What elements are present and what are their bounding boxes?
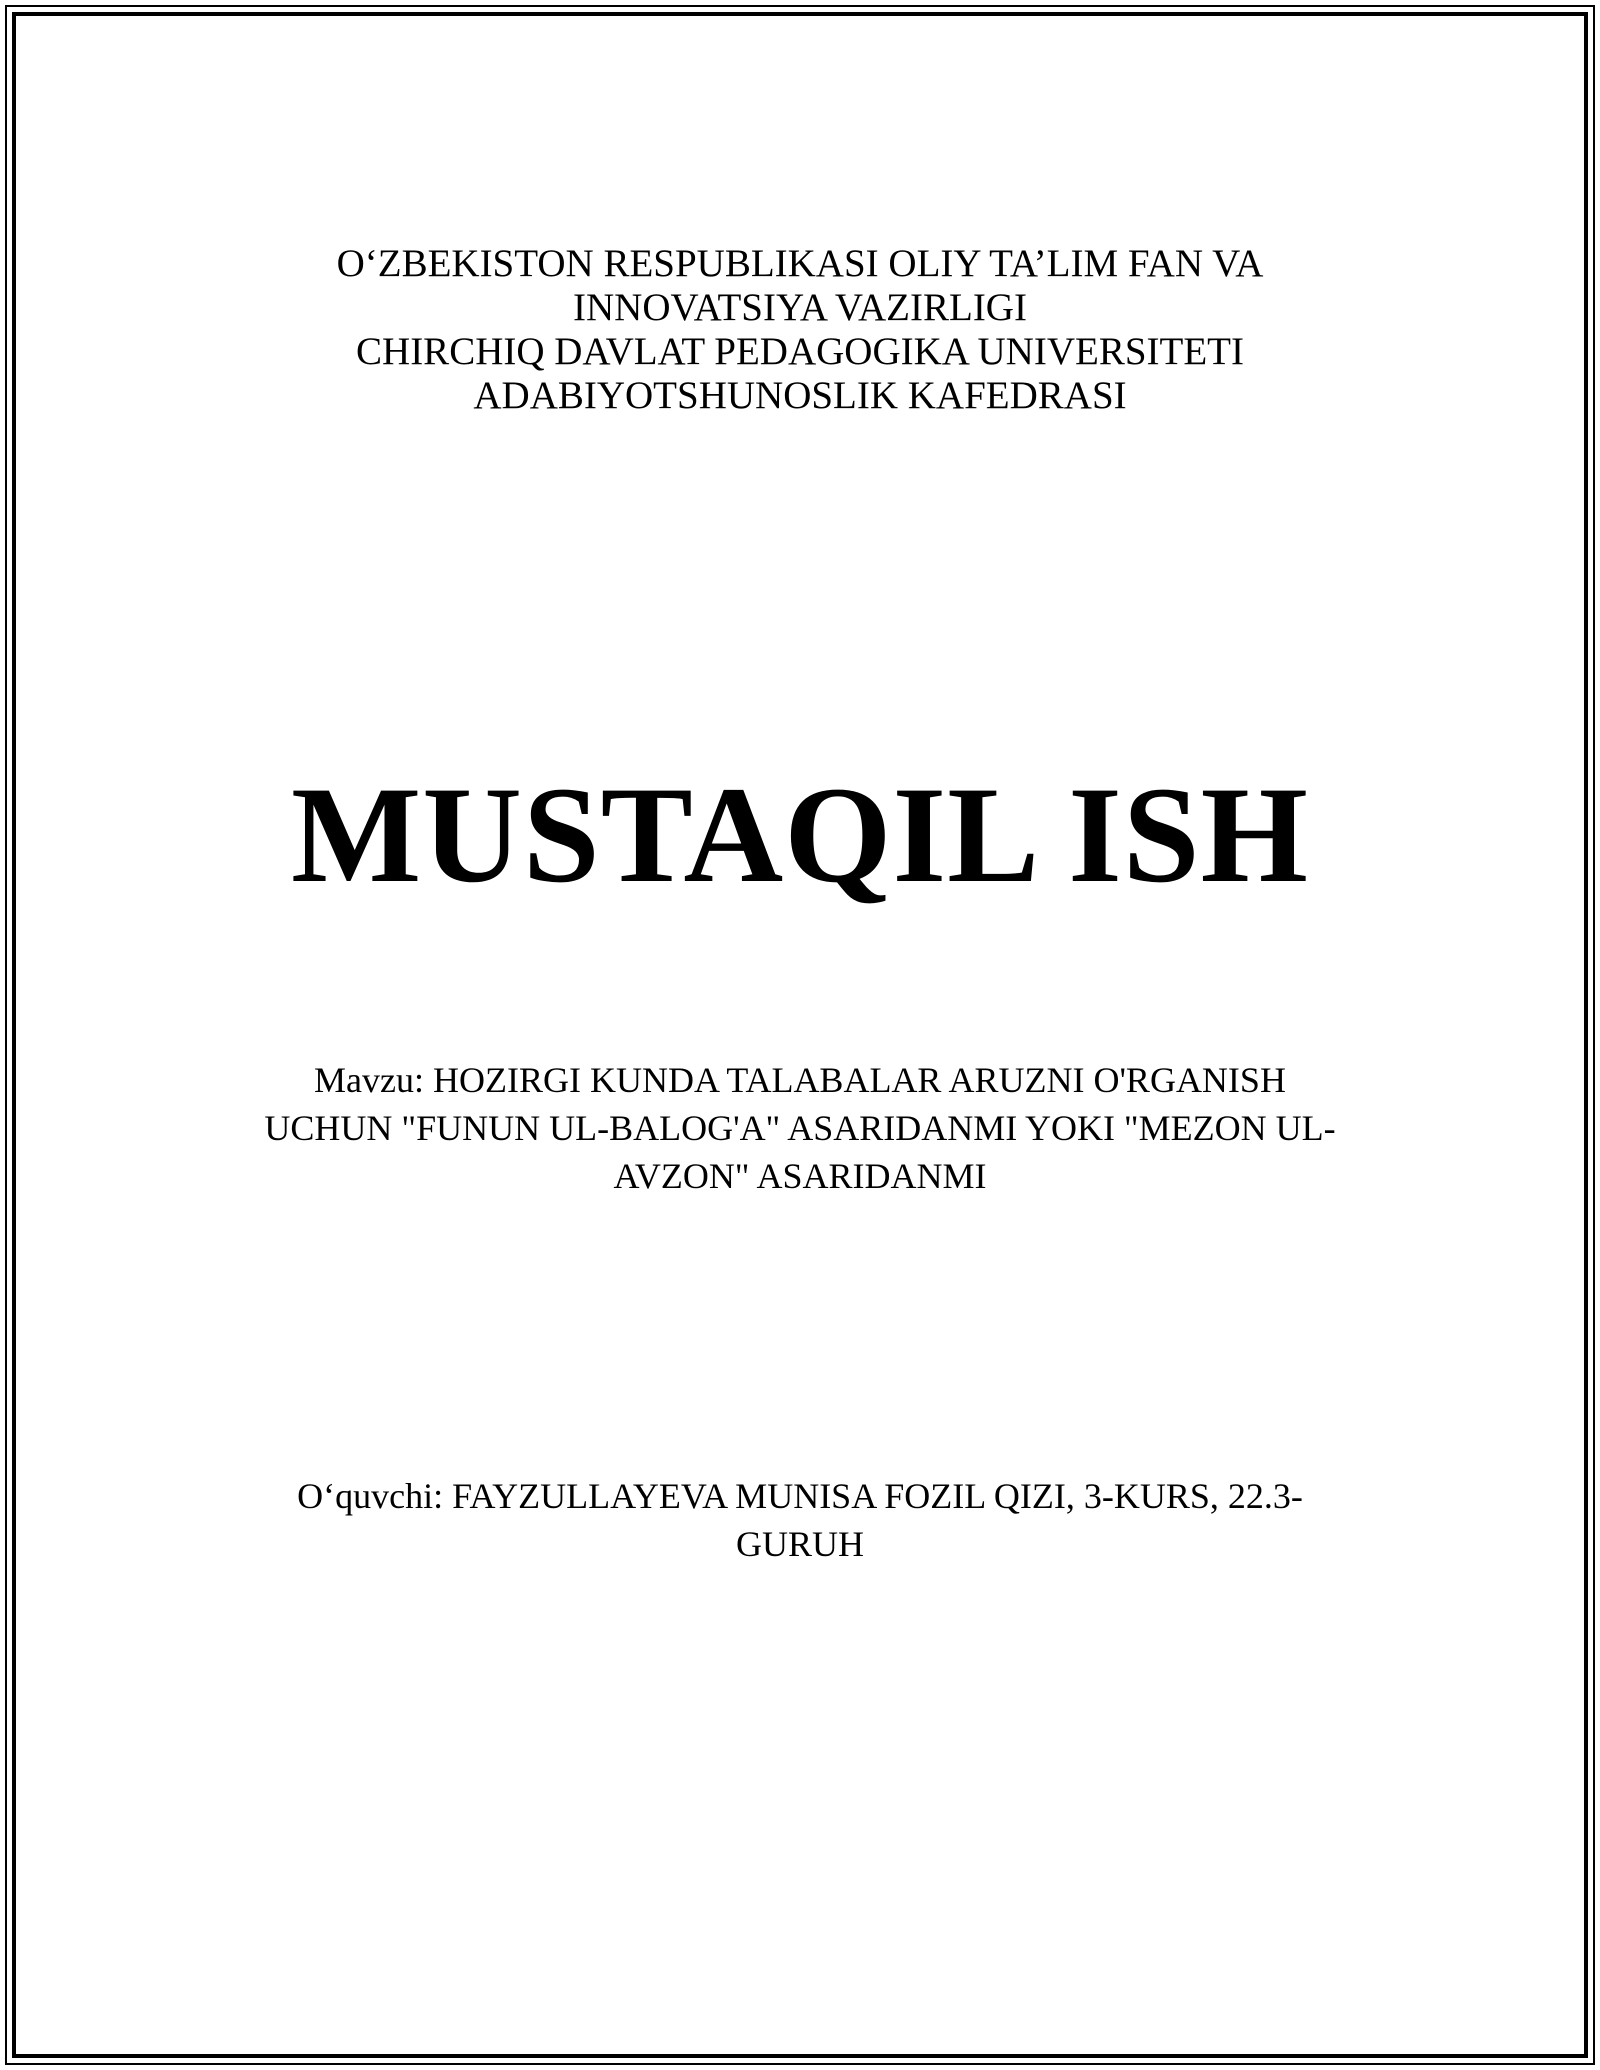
student-line-1: O‘quvchi: FAYZULLAYEVA MUNISA FOZIL QIZI, 3-KURS, 22.3- xyxy=(297,1476,1303,1516)
institution-header xyxy=(0,242,1600,418)
topic-block xyxy=(240,1056,1360,1200)
student-line-2: GURUH xyxy=(735,1524,864,1564)
topic-line-2: UCHUN "FUNUN UL-BALOG'A" ASARIDANMI YOKI "MEZON UL- xyxy=(264,1108,1336,1148)
student-block xyxy=(240,1472,1360,1568)
topic-line-1: Mavzu: HOZIRGI KUNDA TALABALAR ARUZNI O'RGANISH xyxy=(314,1060,1286,1100)
header-line-ministry-2: INNOVATSIYA VAZIRLIGI xyxy=(573,286,1027,329)
header-line-ministry-1: O‘ZBEKISTON RESPUBLIKASI OLIY TA’LIM FAN VA xyxy=(336,242,1264,285)
document-title: MUSTAQIL ISH xyxy=(291,758,1309,911)
topic-line-3: AVZON" ASARIDANMI xyxy=(613,1156,987,1196)
header-line-department: ADABIYOTSHUNOSLIK KAFEDRASI xyxy=(473,374,1127,417)
header-line-university: CHIRCHIQ DAVLAT PEDAGOGIKA UNIVERSITETI xyxy=(356,330,1244,373)
